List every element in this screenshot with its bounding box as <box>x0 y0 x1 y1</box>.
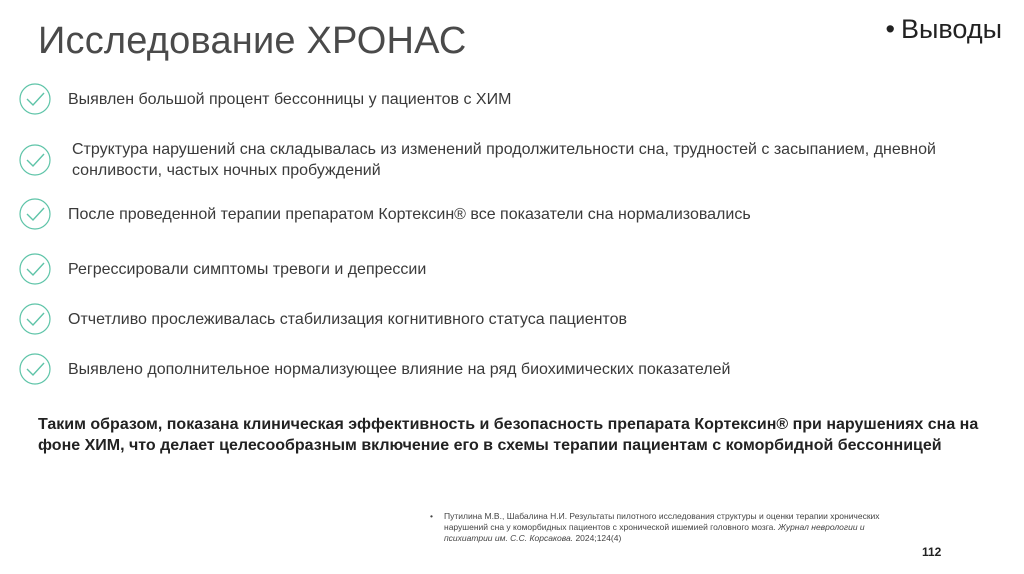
section-label: Выводы <box>900 14 1002 44</box>
slide-title: Исследование ХРОНАС <box>38 20 467 62</box>
reference <box>430 511 910 544</box>
finding-text: Выявлено дополнительное нормализующее влияние на ряд биохимических показателей <box>68 360 731 378</box>
reference-bullet: • <box>430 511 433 521</box>
section-heading <box>886 14 1003 45</box>
check-circle-icon <box>18 197 52 231</box>
check-circle-icon <box>18 302 52 336</box>
check-circle-icon <box>18 252 52 286</box>
check-circle-icon <box>18 352 52 386</box>
finding-item <box>18 302 978 336</box>
finding-text: Регрессировали симптомы тревоги и депрессии <box>68 260 427 278</box>
conclusion-text: Таким образом, показана клиническая эффективность и безопасность препарата Кортексин® при нарушениях сна на фоне ХИМ, что делает целесообразным включение его в схемы терапии пациентам с коморбидной бессонницей <box>38 416 979 454</box>
reference-authors: Путилина М.В., Шабалина Н.И. Результаты пилотного исследования структуры и оценки терапии хронических нарушений сна у коморбидных пациентов с хронической ишемией головного мозга. <box>444 511 880 532</box>
reference-journal: Журнал неврологии и психиатрии им. С.С. Корсакова. <box>444 522 865 543</box>
section-bullet: • <box>885 14 895 44</box>
finding-item <box>18 252 978 286</box>
check-circle-icon <box>18 143 52 177</box>
finding-text: После проведенной терапии препаратом Кортексин® все показатели сна нормализовались <box>68 205 751 223</box>
check-circle-icon <box>18 82 52 116</box>
finding-text: Отчетливо прослеживалась стабилизация когнитивного статуса пациентов <box>68 310 627 328</box>
finding-text: Структура нарушений сна складывалась из изменений продолжительности сна, трудностей с засыпанием, дневной сонливости, частых ночных пробуждений <box>72 141 936 179</box>
page-number: 112 <box>922 545 942 559</box>
reference-text <box>444 511 910 544</box>
finding-item <box>18 352 978 386</box>
reference-issue: 2024;124(4) <box>575 533 622 543</box>
finding-item <box>18 197 978 231</box>
finding-item <box>18 82 978 116</box>
finding-item <box>18 139 978 181</box>
finding-text: Выявлен большой процент бессонницы у пациентов с ХИМ <box>68 90 512 108</box>
